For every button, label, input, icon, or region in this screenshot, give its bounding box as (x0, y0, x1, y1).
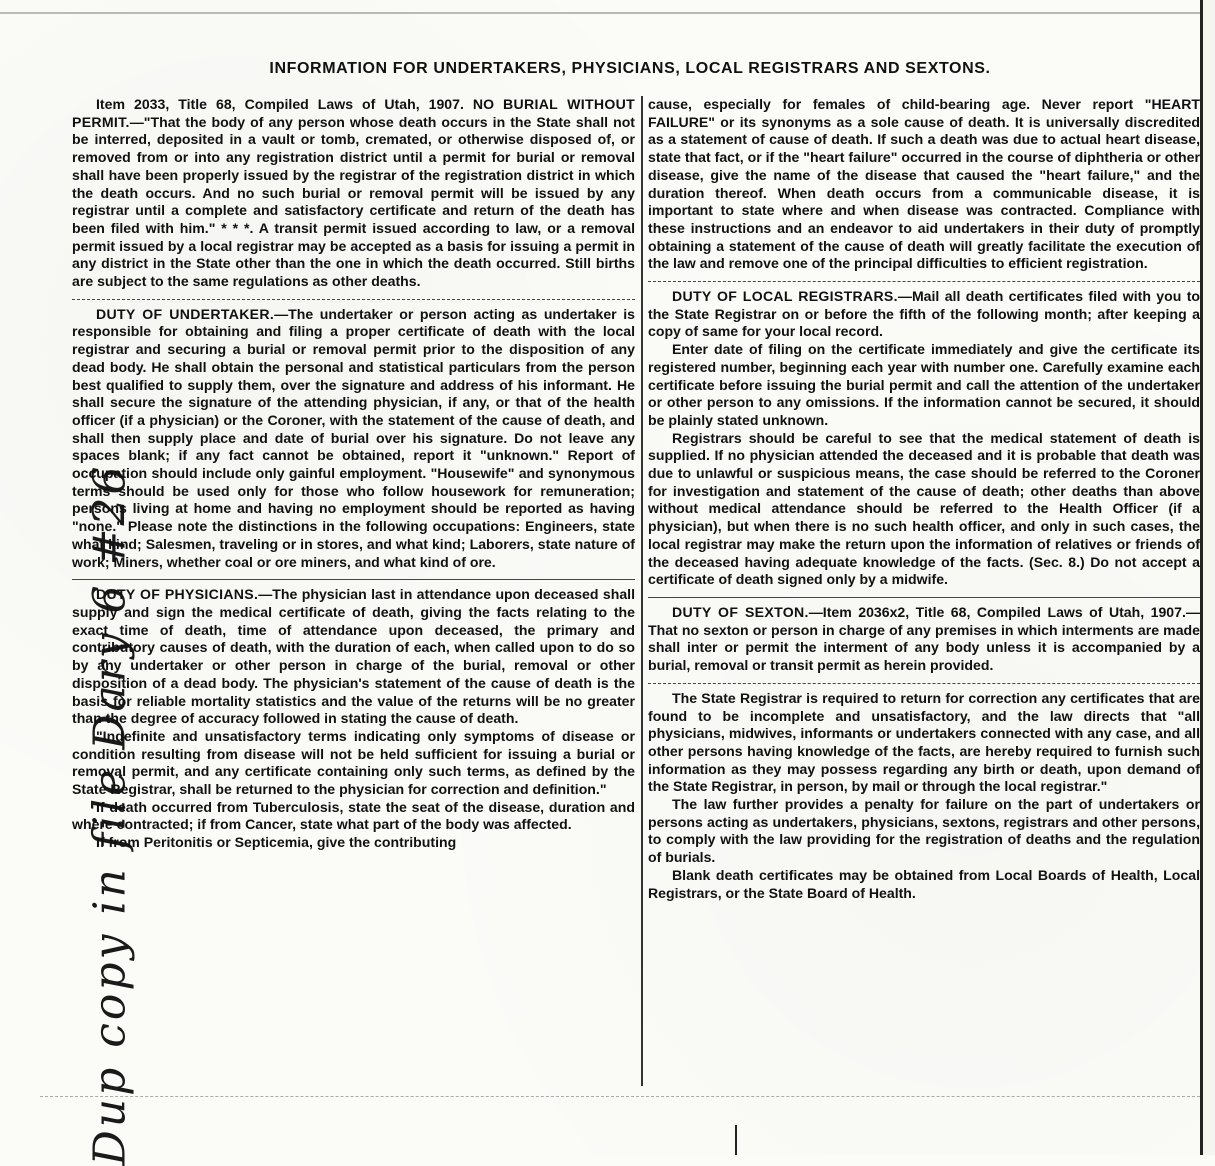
ink-mark (735, 1125, 737, 1155)
undertaker-heading: DUTY OF UNDERTAKER. (96, 305, 275, 322)
penalty-paragraph: The law further provides a penalty for failure on the part of undertakers or persons acting as undertakers, physicians, sextons, registrars and other persons, to comply with the law providing for the registration of deaths and the regulation of burials. (648, 796, 1200, 866)
registrars-paragraph (648, 288, 1200, 341)
section-undertaker (72, 306, 635, 576)
burial-heading: BURIAL WITHOUT PERMIT. (72, 96, 635, 130)
undertaker-body: —The undertaker or person acting as undertaker is responsible for obtaining and filing a proper certificate of death with the local registrar and securing a burial or removal permit prior to the disposition of any dead body. He shall obtain the personal and statistical particulars from the person best qualified to supply them, over the signature and address of his informant. He shall secure the signature of the attending physician, if any, or that of the health officer (if a physician) or the Coroner, with the statement of the cause of death, and shall then supply place and date of burial over his signature. Do not leave any spaces blank; if any fact cannot be obtained, report it "unknown." Report of occupation should include only gainful employment. "Housewife" and synonymous terms should be used only for those who follow housework for remuneration; persons living at home and having no employment should be reported as having "none." Please note the distinctions in the following occupations: Engineers, state what kind; Salesmen, traveling or in stores, and what kind; Laborers, state nature of work; Miners, whether coal or ore miners, and what kind of ore. (72, 305, 635, 570)
right-column (648, 96, 1200, 906)
burial-body: —"That the body of any person whose death occurs in the State shall not be interred, deposited in a vault or tomb, cremated, or otherwise disposed of, or removed from or into any registration district until a permit for burial or removal shall have been properly issued by the registrar of the registration district in which the death occurs. And no such burial or removal permit will be issued by any registrar until a complete and satisfactory certificate and return of the death has been filed with him." * * *. A transit permit issued according to law, or a removal permit issued by a local registrar may be accepted as a basis for issuing a permit in any district in the State other than the one in which the death occurred. Still births are subject to the same regulations as other deaths. (72, 113, 635, 290)
continued-paragraph: cause, especially for females of child-bearing age. Never report "HEART FAILURE" or its synonyms as a sole cause of death. It is universally discredited as a statement of cause of death. If such a death was due to actual heart disease, state that fact, or if the "heart failure" occurred in the course of diphtheria or other disease, give the name of the disease that caused the "heart failure," and the duration thereof. When death occurs from a communicable disease, it is important to state where and when disease was contracted. Compliance with these instructions and an endeavor to aid undertakers in their duty of promptly obtaining a statement of the cause of death will greatly facilitate the execution of the law and remove one of the principal difficulties to efficient registration. (648, 96, 1200, 272)
physicians-paragraph (72, 586, 635, 728)
section-divider (648, 683, 1200, 684)
section-burial-permit (72, 96, 635, 295)
section-state-registrar (648, 690, 1200, 906)
physicians-body: —The physician last in attendance upon deceased shall supply and sign the medical certificate of death, giving the facts relating to the exact time of death, time of attendance upon deceased, the primary and contributory causes of death, with the duration of each, when called upon to do so by any undertaker or other person in charge of the burial, removal or other disposition of a dead body. The physician's statement of the cause of death is the basis for reliable mortality statistics and the value of the returns will be no greater than the degree of accuracy followed in stating the cause of death. (72, 586, 635, 727)
registrars-heading: DUTY OF LOCAL REGISTRARS. (672, 288, 898, 305)
left-column (72, 96, 635, 856)
top-rule (0, 12, 1205, 14)
physicians-heading: DUTY OF PHYSICIANS. (96, 586, 259, 603)
blank-certificates-paragraph: Blank death certificates may be obtained from Local Boards of Health, Local Registrars, or the State Board of Health. (648, 866, 1200, 901)
section-divider (648, 597, 1200, 598)
section-divider (72, 299, 635, 300)
bottom-rule (40, 1096, 1200, 1098)
sexton-heading: DUTY OF SEXTON. (672, 603, 809, 620)
sexton-body: —Item 2036x2, Title 68, Compiled Laws of Utah, 1907.—That no sexton or person in charge of any premises in which interments are made shall inter or permit the interment of any body unless it is accompanied by a burial, removal or transit permit as herein provided. (648, 603, 1200, 674)
registrars-filing: Enter date of filing on the certificate immediately and give the certificate its registered number, beginning each year with number one. Carefully examine each certificate before issuing the burial permit and call the attention of the undertaker or other person to any omissions. If the information cannot be secured, it should be plainly stated unknown. (648, 341, 1200, 428)
section-physicians (72, 586, 635, 856)
section-continued (648, 96, 1200, 277)
physicians-tuberculosis: If death occurred from Tuberculosis, state the seat of the disease, duration and where contracted; if from Cancer, state what part of the body was affected. (72, 798, 635, 833)
column-divider (641, 96, 643, 1086)
section-local-registrars (648, 288, 1200, 593)
physicians-peritonitis: If from Peritonitis or Septicemia, give the contributing (96, 834, 457, 851)
registrars-medical: Registrars should be careful to see that the medical statement of death is supplied. If no physician attended the deceased and it is probable that death was due to unlawful or suspicious means, the case should be referred to the Coroner for investigation and statement of the cause of death; other deaths than above without medical attendance should be referred to the Health Officer (if a physician), but when there is no such health officer, and only in such cases, the local registrar may make the return upon the information of relatives or friends of the deceased having adequate knowledge of the facts. (Sec. 8.) Do not accept a certificate of death signed only by a midwife. (648, 429, 1200, 588)
section-divider (648, 281, 1200, 282)
burial-intro: Item 2033, Title 68, Compiled Laws of Utah, 1907. NO (96, 96, 495, 112)
undertaker-paragraph (72, 306, 635, 572)
sexton-paragraph (648, 604, 1200, 675)
state-registrar-paragraph: The State Registrar is required to return for correction any certificates that are found to be incomplete and unsatisfactory, and the law directs that "all physicians, midwives, informants or undertakers connected with any case, and all other persons having knowledge of the facts, are hereby required to furnish such information as they may possess regarding any birth or death, upon demand of the State Registrar, in person, by mail or through the local registrar." (648, 689, 1200, 795)
page-edge (1200, 0, 1215, 1155)
section-divider (72, 579, 635, 580)
handwritten-annotation: Dup copy in file Dary 6 #26 (84, 463, 136, 1166)
page-title: INFORMATION FOR UNDERTAKERS, PHYSICIANS, LOCAL REGISTRARS AND SEXTONS. (269, 60, 991, 77)
physicians-quote: "Indefinite and unsatisfactory terms indicating only symptoms of disease or condition resulting from disease will not be held sufficient for issuing a burial or removal permit, and any certificate containing only such terms, as defined by the State Registrar, shall be returned to the physician for correction and definition." (72, 727, 635, 798)
registrars-body: —Mail all death certificates filed with you to the State Registrar on or before the fifth of the following month; after keeping a copy of same for your local record. (648, 288, 1200, 340)
section-sexton (648, 604, 1200, 679)
burial-paragraph (72, 96, 635, 291)
